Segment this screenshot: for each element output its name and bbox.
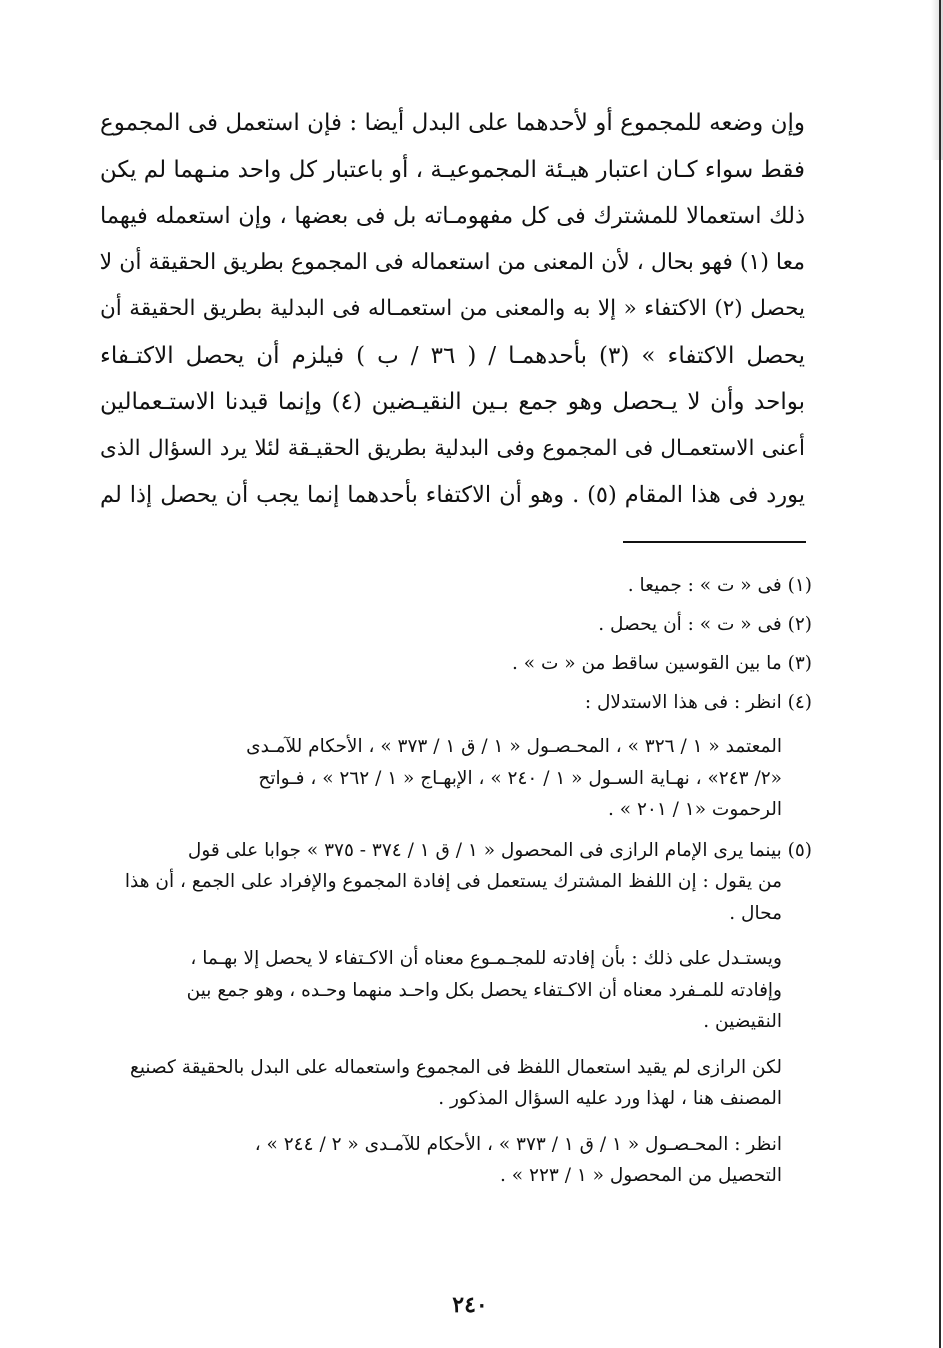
footnote-5-paragraph-line: النقيضين . xyxy=(703,1011,782,1032)
footnote-5-line: محال . xyxy=(729,902,782,924)
footnote-4: (٤) انظر : فى هذا الاستدلال : xyxy=(584,692,812,713)
body-line: معا (١) فهو بحال ، لأن المعنى من استعماله فى المجموع بطريق الحقيقة أن لا xyxy=(99,249,805,275)
footnote-5-paragraph-line: انظر : المحـصـول « ١ / ق ١ / ٣٧٣ » ، الأحكام للآمـدى « ٢ / ٢٤٤ » ، xyxy=(254,1133,782,1155)
footnote-4-ref-line: «٢/ ٢٤٣» ، نهـاية السـول « ١ / ٢٤٠ » ، الإبهـاج « ١ / ٢٦٢ » ، فـواتح xyxy=(258,767,782,789)
footnote-5-paragraph-line: ويستـدل على ذلك : بأن إفادته للمجـمـوع معناه أن الاكـتفاء لا يحصل إلا بهـما ، xyxy=(190,948,782,969)
body-line: وإن وضعه للمجموع أو لأحدهما على البدل أيضا : فإن استعمل فى المجموع xyxy=(100,110,805,136)
page-number: ٢٤٠ xyxy=(452,1292,488,1318)
scan-edge-line xyxy=(939,0,941,1348)
footnote-5-paragraph-line: التحصيل من المحصول « ١ / ٢٢٣ » . xyxy=(500,1165,782,1186)
body-line: يورد فى هذا المقام (٥) . وهو أن الاكتفاء بأحدهما إنما يجب أن يحصل إذا لم xyxy=(100,482,805,508)
body-line: بواحد وأن لا يـحصل وهو جمع بـين النقيـضين (٤) وإنما قيدنا الاستـعمالين xyxy=(100,389,806,415)
footnote-4-ref-line: الرحموت «١ / ٢٠١ » . xyxy=(607,799,782,820)
body-line: ذلك استعمالا للمشترك فى كل مفهومـاته بل فى بعضها ، وإن استعمله فيهما xyxy=(100,203,805,229)
body-line: فقط سواء كـان اعتبار هيـئة المجموعيـة ، أو باعتبار كل واحد منـهما لم يكن xyxy=(99,156,805,183)
footnote-5-paragraph-line: لكن الرازى لم يقيد استعمال اللفظ فى المجموع واستعماله على البدل بالحقيقة كصنيع xyxy=(129,1056,782,1078)
main-text xyxy=(100,100,805,519)
footnote-separator xyxy=(623,541,806,543)
footnote-3: (٣) ما بين القوسين ساقط من « ت » . xyxy=(512,653,812,674)
body-line: يحصل الاكتفاء » (٣) بأحدهمـا / ( ٣٦ / ب ) فيلزم أن يحصل الاكتـفاء xyxy=(100,342,806,369)
footnote-4-ref-line: المعتمد « ١ / ٣٢٦ » ، المحـصـول « ١ / ق ١ / ٣٧٣ » ، الأحكام للآمـدى xyxy=(246,736,782,757)
footnote-5-paragraph-line: وإفادته للمـفرد معناه أن الاكـتفاء يحصل بكل واحـد منهما وحـده ، وهو جمع بين xyxy=(186,979,782,1001)
footnote-1: (١) فى « ت » : جميعا . xyxy=(627,575,812,596)
footnote-5-paragraph-line: المصنف هنا ، لهذا ورد عليه السؤال المذكور . xyxy=(438,1088,782,1109)
footnote-5-line: من يقول : إن اللفظ المشترك يستعمل فى إفادة المجموع والإفراد على الجمع ، أن هذا xyxy=(124,871,782,892)
body-line: يحصل (٢) الاكتفاء « إلا به والمعنى من استعمـاله فى البدلية بطريق الحقيقة أن xyxy=(100,296,806,321)
body-line: أعنى الاستعمـال فى المجموع وفى البدلية بطريق الحقيـقة لئلا يرد السؤال الذى xyxy=(100,435,805,461)
footnote-2: (٢) فى « ت » : أن يحصل . xyxy=(598,614,812,635)
footnotes xyxy=(104,566,812,1192)
scan-shadow xyxy=(931,0,943,160)
footnote-5: (٥) بينما يرى الإمام الرازى فى المحصول « ١ / ق ١ / ٣٧٤ - ٣٧٥ » جوابا على قول xyxy=(187,839,812,861)
